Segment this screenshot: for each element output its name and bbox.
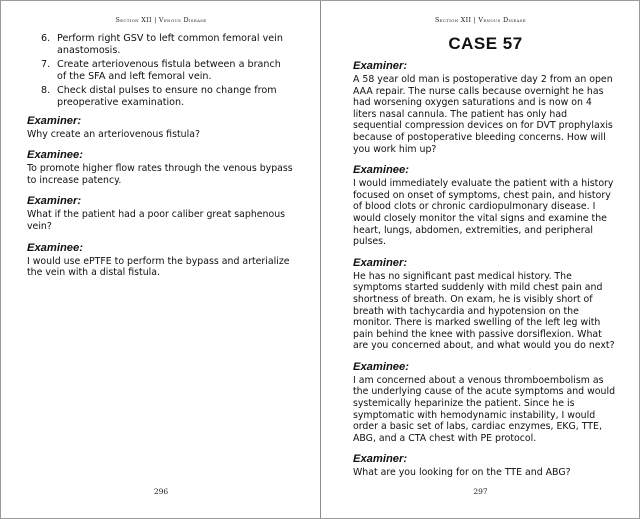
left-page [1,1,321,518]
speaker-label: Examinee: [27,241,83,254]
procedure-steps [27,33,293,109]
procedure-step [41,85,293,108]
dialogue-text: Why create an arteriovenous fistula? [27,128,200,140]
page-number-right: 297 [473,487,488,496]
running-head-right: Section XII | Venous Disease [434,16,526,24]
dialogue-text: What are you looking for on the TTE and ABG? [353,467,571,479]
case-title: CASE 57 [448,34,523,53]
page-number-left: 296 [153,487,169,496]
step-number: 7. [41,59,51,71]
procedure-step [41,59,293,82]
dialogue-text: He has no significant past medical history. The symptoms started suddenly with mild chest pain and shortness of breath. On exam, he is visibly short of breath with tachycardia and hypotension on the monitor. There is marked swelling of the left leg with pain behind the knee with passive dorsiflexion. What are you concerned about, and what would you do next? [353,270,615,352]
running-head-left: Section XII | Venous Disease [115,16,207,24]
dialogue-text: I would immediately evaluate the patient with a history focused on onset of symptoms, chest pain, and history of blood clots or chronic cardiopulmonary disease. I would closely monitor the vital signs and examine the heart, lungs, abdomen, extremities, and peripheral pulses. [353,178,614,248]
step-number: 6. [41,33,51,44]
speaker-label: Examiner: [27,195,82,208]
speaker-label: Examiner: [353,453,408,466]
speaker-label: Examiner: [353,60,408,72]
dialogue-text: I am concerned about a venous thromboembolism as the underlying cause of the acute symptoms and would systemically heparinize the patient. Since he is symptomatic with hemodynamic instability, I would order a basic set of labs, cardiac enzymes, EKG, TTE, ABG, and a CTA chest with PE protocol. [353,374,616,444]
speaker-label: Examinee: [27,149,83,162]
step-text: Perform right GSV to left common femoral vein anastomosis. [57,33,283,56]
dialogue-text: What if the patient had a poor caliber great saphenous vein? [27,209,286,232]
left-page-content [27,33,293,288]
procedure-step [41,33,293,56]
step-number: 8. [41,85,51,97]
right-page [321,1,640,518]
step-text: Check distal pulses to ensure no change from preoperative examination. [57,85,277,108]
speaker-label: Examinee: [353,164,409,177]
speaker-label: Examiner: [353,256,408,269]
dialogue-text: I would use ePTFE to perform the bypass and arterialize the vein with a distal fistula. [27,255,290,279]
step-text: Create arteriovenous fistula between a branch of the SFA and left femoral vein. [57,59,281,82]
right-page-content [353,34,618,488]
dialogue-text: A 58 year old man is postoperative day 2 from an open AAA repair. The nurse calls because overnight he has had worsening oxygen saturations and is now on 4 liters nasal cannula. The patient has only had sequential compression devices on for DVT prophylaxis because of postoperative bleeding concerns. How will you work him up? [353,74,613,155]
dialogue-text: To promote higher flow rates through the venous bypass to increase patency. [27,163,293,186]
speaker-label: Examinee: [353,360,409,373]
speaker-label: Examiner: [27,114,82,127]
